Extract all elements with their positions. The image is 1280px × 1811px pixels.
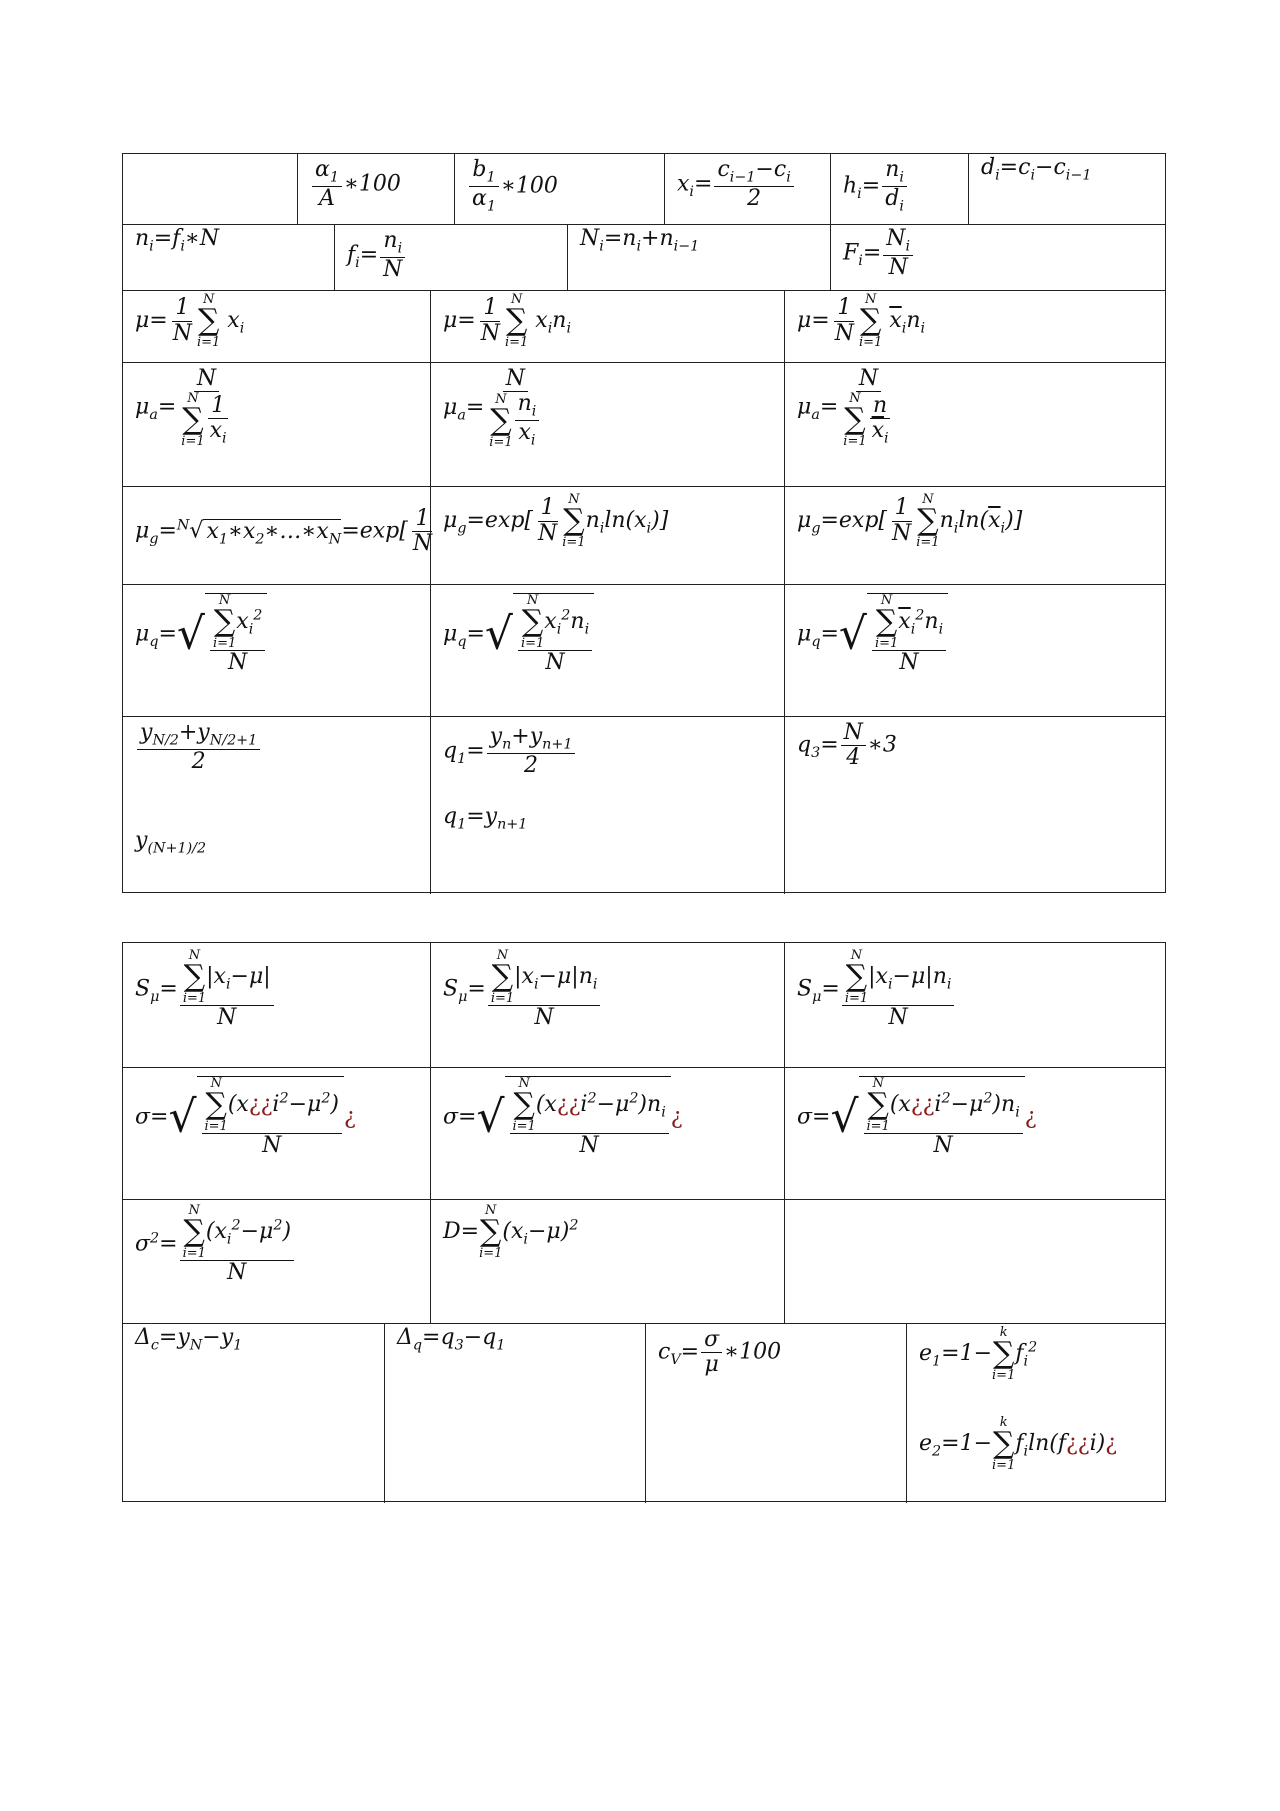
table1-row-median-quartiles	[123, 716, 1165, 894]
empty-cell	[123, 154, 297, 224]
abs-frequency-cell	[123, 225, 334, 290]
quadratic-grouped-cell	[784, 585, 1167, 716]
formula-harmonic-grouped: $\mu_a=$ N N ∑ i=1 $\frac{n}{\overline{x}_i}$	[797, 366, 889, 450]
formula-table-2	[122, 942, 1166, 1502]
formula-quadratic-weighted: $\mu_q=√$ N ∑ i=1 $x_i^2n_i$ N	[443, 593, 594, 675]
harmonic-grouped-cell	[784, 363, 1167, 486]
geometric-weighted-cell	[430, 487, 784, 584]
formula-entropy-heterogeneity: $e_2=1-$ k ∑ i=1 $f_i\ln(f¿¿i)¿$	[919, 1415, 1118, 1473]
density-cell	[830, 154, 968, 224]
formula-coefficient-of-variation: $c_V=$ $\frac{\sigma}{\mu}$ ∗100	[658, 1327, 782, 1378]
formula-std-simple: σ=√ N ∑ i=1 $(x¿¿i^2-\mu^2)$ N ¿	[135, 1076, 356, 1158]
mean-simple-cell	[123, 291, 430, 362]
formula-relative-percent: $\frac{\alpha_1}{A}$ ∗100	[310, 158, 401, 211]
table1-row-geometric-mean	[123, 486, 1165, 584]
cum-frequency-cell	[567, 225, 830, 290]
mean-weighted-cell	[430, 291, 784, 362]
rel-cum-frequency-cell	[830, 225, 1167, 290]
formula-class-midpoint: $x_i=$ $\frac{c_{i-1}-c_i}{2}$	[677, 158, 796, 211]
rel-frequency-cell	[334, 225, 567, 290]
formula-q3: $q_3=$ $\frac{N}{4}$ ∗3	[797, 720, 897, 771]
table1-row-classes	[123, 154, 1165, 224]
formula-geometric-weighted: $\mu_g=\exp$[ $\frac{1}{N}$ N ∑ i=1 $n_i\ln(x_i)$]	[443, 492, 669, 550]
formula-mean-weighted: μ= $\frac{1}{N}$ N ∑ i=1 $x_in_i$	[443, 292, 572, 350]
relative-percent-cell	[297, 154, 454, 224]
formula-median-even: $\frac{y_{N/2}+y_{N/2+1}}{2}$	[135, 721, 262, 774]
formula-geometric-simple: $\mu_g=^N√$ $x_1∗x_2∗\dots∗x_N=\exp$[ $\frac{1}{N}$	[135, 506, 433, 557]
harmonic-simple-cell	[123, 363, 430, 486]
formula-harmonic-simple: $\mu_a=$ N N ∑ i=1 $\frac{1}{x_i}$	[135, 366, 227, 450]
table1-row-frequencies	[123, 224, 1165, 290]
formula-abs-frequency: $n_i=f_i∗N$	[135, 226, 220, 255]
formula-rel-cum-frequency: $F_i=$ $\frac{N_i}{N}$	[843, 227, 915, 280]
third-quartile-cell	[784, 717, 1167, 894]
std-weighted-cell	[430, 1068, 784, 1199]
formula-deviance: D= N ∑ i=1 $(x_i-\mu)^2$	[443, 1203, 579, 1261]
formula-quadratic-simple: $\mu_q=√$ N ∑ i=1 $x_i^2$ N	[135, 593, 267, 675]
table2-row-std-deviation	[123, 1067, 1165, 1199]
abs-dev-weighted-cell	[430, 943, 784, 1067]
formula-abs-dev-grouped: $S_\mu=$ N ∑ i=1 $|x_i-\mu|n_i$ N	[797, 949, 956, 1030]
table2-row-mean-abs-deviation	[123, 943, 1165, 1067]
empty-cell	[784, 1200, 1167, 1323]
formula-q1-even: $q_1=$ $\frac{y_n+y_{n+1}}{2}$	[443, 725, 577, 778]
first-quartile-cell	[430, 717, 784, 894]
quadratic-simple-cell	[123, 585, 430, 716]
table2-row-variance	[123, 1199, 1165, 1323]
harmonic-weighted-cell	[430, 363, 784, 486]
formula-variance: $\sigma^2=$ N ∑ i=1 $(x_i^2-\mu^2)$ N	[135, 1204, 296, 1285]
std-simple-cell	[123, 1068, 430, 1199]
interquartile-range-cell	[384, 1324, 645, 1503]
abs-dev-simple-cell	[123, 943, 430, 1067]
class-midpoint-cell	[664, 154, 830, 224]
median-cell	[123, 717, 430, 894]
geometric-grouped-cell	[784, 487, 1167, 584]
ratio-percent-cell	[454, 154, 664, 224]
std-grouped-cell	[784, 1068, 1167, 1199]
formula-interquartile-range: $\Delta_q=q_3-q_1$	[397, 1325, 506, 1354]
heterogeneity-cell	[906, 1324, 1167, 1503]
formula-range: $\Delta_c=y_N-y_1$	[135, 1325, 243, 1354]
table1-row-quadratic-mean	[123, 584, 1165, 716]
class-width-cell	[968, 154, 1167, 224]
formula-geometric-grouped: $\mu_g=\exp$[ $\frac{1}{N}$ N ∑ i=1 $n_i\ln(\overline{x}_i)$]	[797, 492, 1023, 550]
formula-density: $h_i=$ $\frac{n_i}{d_i}$	[843, 158, 909, 215]
formula-std-grouped: σ=√ N ∑ i=1 $(x¿¿i^2-\mu^2)n_i$ N ¿	[797, 1076, 1037, 1158]
quadratic-weighted-cell	[430, 585, 784, 716]
formula-quadratic-grouped: $\mu_q=√$ N ∑ i=1 $\overline{x}_i^2n_i$ N	[797, 593, 948, 675]
formula-table-1	[122, 153, 1166, 893]
coefficient-of-variation-cell	[645, 1324, 906, 1503]
formula-abs-dev-simple: $S_\mu=$ N ∑ i=1 $|x_i-\mu|$ N	[135, 949, 276, 1030]
formula-ratio-percent: $\frac{b_1}{\alpha_1}$ ∗100	[467, 158, 558, 215]
formula-class-width: $d_i=c_i-c_{i-1}$	[981, 155, 1092, 184]
formula-median-odd: $y_{(N+1)/2}$	[135, 828, 207, 857]
formula-gini-heterogeneity: $e_1=1-$ k ∑ i=1 $f_i^2$	[919, 1325, 1038, 1383]
mean-grouped-cell	[784, 291, 1167, 362]
range-cell	[123, 1324, 384, 1503]
variance-cell	[123, 1200, 430, 1323]
formula-harmonic-weighted: $\mu_a=$ N N ∑ i=1 $\frac{n_i}{x_i}$	[443, 367, 546, 449]
formula-mean-simple: μ= $\frac{1}{N}$ N ∑ i=1 $x_i$	[135, 292, 245, 350]
formula-q1-odd: $q_1=y_{n+1}$	[443, 804, 528, 833]
abs-dev-grouped-cell	[784, 943, 1167, 1067]
table1-row-harmonic-mean	[123, 362, 1165, 486]
table2-row-range-cv-entropy	[123, 1323, 1165, 1503]
formula-std-weighted: σ=√ N ∑ i=1 $(x¿¿i^2-\mu^2)n_i$ N ¿	[443, 1076, 683, 1158]
formula-abs-dev-weighted: $S_\mu=$ N ∑ i=1 $|x_i-\mu|n_i$ N	[443, 949, 602, 1030]
formula-mean-grouped: μ= $\frac{1}{N}$ N ∑ i=1 $\overline{x}_in_i$	[797, 292, 926, 350]
geometric-simple-cell	[123, 487, 433, 584]
table1-row-arithmetic-mean	[123, 290, 1165, 362]
formula-rel-frequency: $f_i=$ $\frac{n_i}{N}$	[347, 229, 407, 282]
formula-cum-frequency: $N_i=n_i+n_{i-1}$	[580, 226, 700, 255]
deviance-cell	[430, 1200, 784, 1323]
